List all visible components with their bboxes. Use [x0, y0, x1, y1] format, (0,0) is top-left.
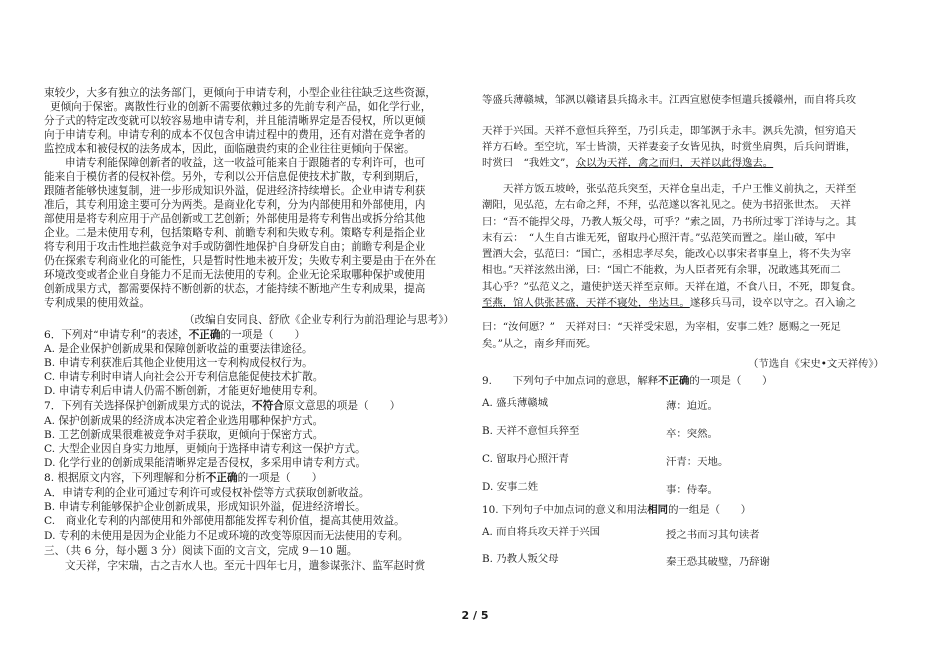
text-line: 至燕，馆人供张甚盛，天祥不寝处，坐达旦。遂移兵马司，设卒以守之。召入谕之 — [482, 297, 857, 309]
text-line: 分子式的特定改变就可以较容易地申请专利，并且能清晰界定是否侵权，所以更倾 — [44, 115, 426, 127]
text-line: 环境改变或者企业自身能力不足而无法使用的专利。企业无论采取哪种保护或使用 — [44, 269, 426, 281]
q8-option-b: B. 申请专利能够保护企业创新成果，形成知识外溢，促进经济增长。 — [44, 501, 366, 513]
q8-option-d: D. 专利的未使用是因为企业能力不足或环境的改变等原因而无法使用的专利。 — [44, 530, 409, 542]
q6-option-b: B. 申请专利获准后其他企业使用这一专利构成侵权行为。 — [44, 357, 313, 369]
question-6-stem: 6．下列对“申请专利”的表述，不正确的一项是（ ） — [44, 329, 306, 341]
q10-option-a-compare: 授之书而习其句读者 — [666, 529, 760, 541]
question-8-stem: 8. 根据原文内容，下列理解和分析不正确的一项是（ ） — [44, 472, 323, 484]
text-line: 企业。二是未使用专利，包括策略专利、前瞻专利和失败专利。策略专利是指企业 — [44, 227, 426, 239]
q9-option-d: D. 安事二姓 — [482, 481, 539, 493]
q10-option-a: A. 而自将兵攻天祥于兴国 — [482, 526, 601, 538]
text-line: 仍在探索专利商业化的可能性，只是暂时性地未被开发；失败专利主要是由于在外在 — [44, 255, 436, 267]
q7-option-d: D. 化学行业的创新成果能清晰界定是否侵权，多采用申请专利方式。 — [44, 457, 367, 469]
q6-option-a: A. 是企业保护创新成果和保障创新收益的重要法律途径。 — [44, 343, 313, 355]
section-3-heading: 三、（共 6 分，每小题 3 分）阅读下面的文言文，完成 9－10 题。 — [44, 545, 358, 557]
q7-option-b: B. 工艺创新成果很难被竞争对手获取，更倾向于保密方式。 — [44, 429, 324, 441]
text-line: 将专利用于攻击性地拦截竞争对手或防御性地保护自身研发自由；前瞻专利是企业 — [44, 241, 426, 253]
q6-option-c: C. 申请专利时申请人向社会公开专利信息能促使技术扩散。 — [44, 371, 324, 383]
text-line: 监控成本和被侵权的法务成本，因此，面临融贵约束的企业往往更倾向于保密。 — [44, 143, 415, 155]
q7-option-a: A. 保护创新成果的经济成本决定着企业选用哪种保护方式。 — [44, 415, 324, 427]
q9-option-d-gloss: 事：侍奉。 — [666, 484, 718, 496]
text-line: 束较少，大多有独立的法务部门，更倾向于申请专利，小型企业往往缺乏这些资源， — [44, 87, 436, 99]
q10-option-b-compare: 秦王恐其破璧，乃辞谢 — [666, 556, 770, 568]
question-7-stem: 7．下列有关选择保护创新成果方式的说法，不符合原文意思的项是（ ） — [44, 400, 401, 412]
question-10-stem: 10. 下列句子中加点词的意义和用法相同的一组是（ ） — [482, 504, 752, 516]
q7-option-c: C. 大型企业因自身实力地厚，更倾向于选择申请专利这一保护方式。 — [44, 443, 366, 455]
q8-option-a: A．申请专利的企业可通过专利许可或侵权补偿等方式获取创新收益。 — [44, 487, 370, 499]
question-9-stem: 9. 下列句子中加点词的意思，解释不正确的一项是（ ） — [482, 375, 773, 387]
page-number: 2 / 5 — [461, 609, 489, 622]
text-line: 申请专利能保障创新者的收益，这一收益可能来自于跟随者的专利许可，也可 — [65, 157, 426, 169]
text-line: 向于申请专利。申请专利的成本不仅包含申请过程中的费用，还有对潜在竞争者的 — [44, 129, 426, 141]
q9-option-b: B. 天祥不意恒兵猝至 — [482, 425, 580, 437]
text-line: 置酒大会，弘范曰：“国亡，丞相忠孝尽矣，能改心以事宋者事皇上，将不失为宰 — [482, 248, 851, 260]
text-line: 时赏曰 “我姓文”，众以为天祥，禽之而归，天祥以此得逸去。 — [482, 157, 774, 169]
text-line: 潮阳，见弘范，左右命之拜，不拜，弘范遂以客礼见之。使为书招张世杰。 天祥 — [482, 199, 851, 211]
text-line: 矣。”从之，南乡拜而死。 — [482, 338, 597, 350]
source-citation: （节选自《宋史•文天祥传》） — [748, 358, 885, 370]
text-line: 相也。”天祥泫然出涕，曰：“国亡不能救，为人臣者死有余罪，况敢逃其死而二 — [482, 264, 841, 276]
source-citation: （改编自安同良、舒欣《企业专利行为前沿理论与思考》） — [184, 314, 455, 326]
text-line: 专利成果的使用效益。 — [44, 297, 150, 309]
text-line: 能来自于模仿者的侵权补偿。另外，专利以公开信息促使技术扩散，专利到期后， — [44, 171, 426, 183]
q9-option-b-gloss: 卒：突然。 — [666, 428, 718, 440]
text-line: 跟随者能够快速复制，进一步形成知识外溢，促进经济持续增长。企业申请专利获 — [44, 185, 426, 197]
text-line: 天祥方饭五坡岭，张弘范兵突至，天祥仓皇出走，千户王惟义前执之，天祥至 — [503, 183, 857, 195]
text-line: 更倾向于保密。离散性行业的创新不需要依赖过多的先前专利产品，如化学行业， — [50, 101, 432, 113]
text-line: 创新成果方式，都需要保持不断创新的状态，才能持续不断地产生专利成果，提高 — [44, 283, 426, 295]
q6-option-d: D. 申请专利后申请人仍需不断创新，才能更好地使用专利。 — [44, 385, 324, 397]
text-line: 曰：“吾不能捍父母，乃教人叛父母，可乎？”索之固，乃书所过零丁洋诗与之。其 — [482, 216, 857, 228]
q9-option-a: A. 盛兵薄赣城 — [482, 397, 549, 409]
text-line: 曰：“汝何愿？” 天祥对曰：“天祥受宋恩，为宰相，安事二姓？愿赐之一死足 — [482, 321, 841, 333]
text-line: 末有云： “人生自古谁无死，留取丹心照汗青。”弘范笑而置之。崖山破，军中 — [482, 232, 836, 244]
text-line: 天祥于兴国。天祥不意恒兵猝至，乃引兵走，即邹洬于永丰。洬兵先溃，恒穷追天 — [482, 125, 857, 137]
text-line: 准后，其专利用途主要可分为两类。是商业化专利，分为内部使用和外部使用，内 — [44, 199, 426, 211]
text-line: 等盛兵薄赣城，邹洬以赣诸县兵捣永丰。江西宣慰使李恒遣兵援赣州，而自将兵攻 — [482, 94, 857, 106]
q9-option-c: C. 留取丹心照汗青 — [482, 453, 569, 465]
text-line: 部使用是将专利应用于产品创新或工艺创新；外部使用是将专利售出或拆分给其他 — [44, 213, 426, 225]
text-line: 祥方石岭。至空坑，军士皆溃，天祥妻妾子女皆见执，时赏坐肩舆，后兵问谓谁， — [482, 141, 857, 153]
text-line: 其心乎？”弘范义之，遣使护送天祥至京师。天祥在道，不食八日，不死，即复食。 — [482, 281, 862, 293]
text-line: 文天祥，字宋瑞，古之吉水人也。至元十四年七月，遣参谋张汴、监军赵时赏 — [65, 560, 426, 572]
q10-option-b: B. 乃教人叛父母 — [482, 553, 559, 565]
q9-option-a-gloss: 薄：迫近。 — [666, 400, 718, 412]
q9-option-c-gloss: 汗青：天地。 — [666, 456, 729, 468]
q8-option-c: C. 商业化专利的内部使用和外部使用都能发挥专利价值，提高其使用效益。 — [44, 515, 405, 527]
